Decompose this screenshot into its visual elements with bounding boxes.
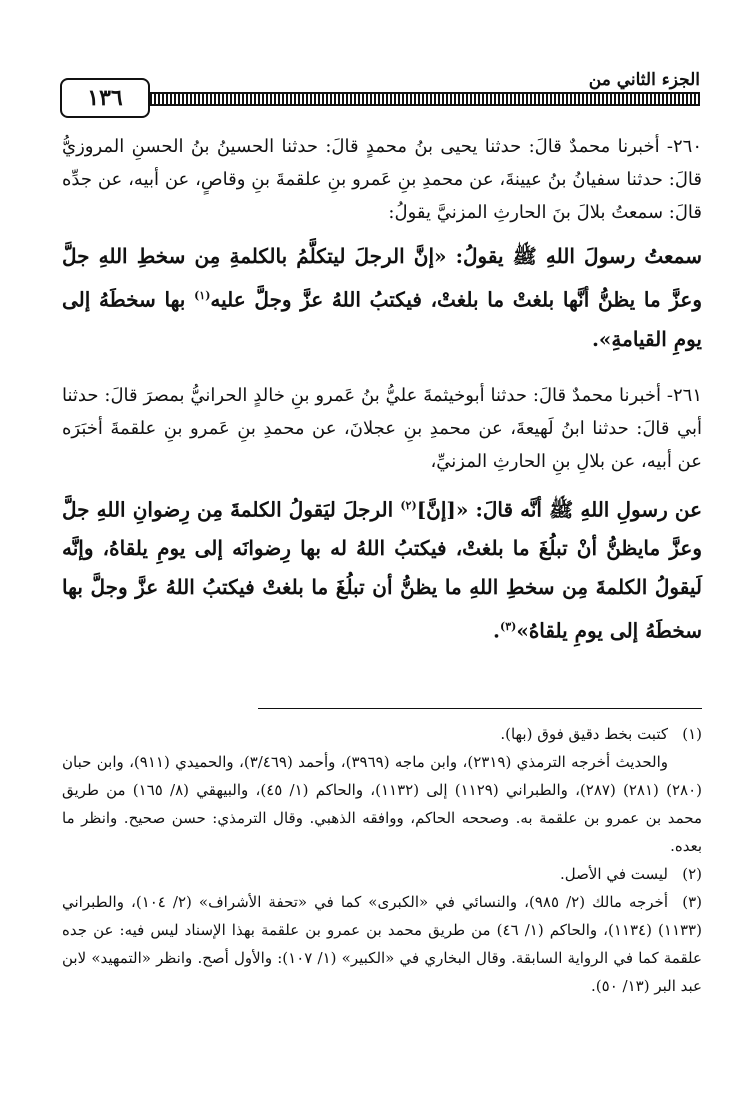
footnote-ref-1[interactable]: (١) <box>194 289 211 302</box>
footnote-1-continued <box>62 748 702 860</box>
main-text <box>62 130 702 671</box>
footnote-ref-2[interactable]: (٢) <box>400 498 417 512</box>
matn-text: . <box>493 618 500 643</box>
footnote-number: (٢) <box>682 865 702 883</box>
matn-text: سمعتُ رسولَ اللهِ ﷺ يقولُ: «إنَّ الرجلَ ليتكلَّمُ بالكلمةِ مِن سخطِ اللهِ جلَّ وعزَّ ما يظنُّ أنَّها بلغتْ ما بلغتْ، فيكتبُ اللهُ عزَّ وجلَّ عليه <box>62 244 702 312</box>
matn-text: بها سخطَهُ إلى يومِ القيامةِ». <box>62 287 702 351</box>
footnote-2 <box>62 860 702 888</box>
hadith-261 <box>62 379 702 651</box>
footnotes <box>62 720 702 1000</box>
footnote-text: والحديث أخرجه الترمذي (٢٣١٩)، وابن ماجه (٣٩٦٩)، وأحمد (٣/٤٦٩)، والحميدي (٩١١)، وابن حبان (٢٨٠) (٢٨١) (٢٨٧)، والطبراني (١١٢٩) إلى (١١٣٢)، والحاكم (١/ ٤٥)، والبيهقي (٨/ ١٦٥) من طريق محمد بن عمرو بن علقمة به. وصححه الحاكم، ووافقه الذهبي. وقال الترمذي: حسن صحيح. وانظر ما بعده. <box>62 753 702 855</box>
footnote-ref-3[interactable]: (٣) <box>499 620 517 634</box>
footnote-3 <box>62 888 702 1000</box>
hadith-isnad: ٢٦٠- أخبرنا محمدٌ قالَ: حدثنا يحيى بنُ محمدٍ قالَ: حدثنا الحسينُ بنُ الحسنِ المروزيُّ قالَ: حدثنا سفيانُ بنُ عيينةَ، عن محمدِ بنِ عَمرو بنِ علقمةَ بنِ وقاصٍ، عن أبيه، عن جدِّه قالَ: سمعتُ بلالَ بنَ الحارثِ المزنيَّ يقولُ: <box>62 136 702 223</box>
page-number-box <box>60 78 150 118</box>
page-number: ١٣٦ <box>87 85 123 111</box>
footnote-text: أخرجه مالك (٢/ ٩٨٥)، والنسائي في «الكبرى» كما في «تحفة الأشراف» (٢/ ١٠٤)، والطبراني (١١٣٣) (١١٣٤)، والحاكم (١/ ٤٦) من طريق محمد بن عمرو بن علقمة بهذا الإسناد ليس فيه: عن جده علقمة كما في الرواية السابقة. وقال البخاري في «الكبير» (١/ ١٠٧): والأول أصح. وانظر «التمهيد» لابن عبد البر (١٣/ ٥٠). <box>62 893 702 995</box>
hadith-isnad: ٢٦١- أخبرنا محمدٌ قالَ: حدثنا أبوخيثمةَ عليُّ بنُ عَمرو بنِ خالدٍ الحرانيُّ بمصرَ قالَ: حدثنا أبي قالَ: حدثنا ابنُ لَهيعةَ، عن محمدِ بنِ عجلانَ، عن محمدِ بنِ عَمرو بنِ علقمةَ أخبَرَه عن أبيه، عن بلالِ بنِ الحارثِ المزنيِّ، <box>62 384 702 472</box>
footnote-text: ليست في الأصل. <box>559 865 668 883</box>
matn-text: عن رسولِ اللهِ ﷺ أنَّه قالَ: «[إنَّ] <box>416 497 703 522</box>
footnote-1 <box>62 720 702 748</box>
footnote-number: (١) <box>682 725 702 743</box>
hadith-matn <box>62 486 702 651</box>
page-header <box>60 70 700 120</box>
footnote-divider <box>258 708 702 709</box>
hadith-260 <box>62 130 702 359</box>
header-rule <box>146 92 700 106</box>
footnote-text: كتبت بخط دقيق فوق (بها). <box>500 725 668 743</box>
hadith-matn <box>62 237 702 359</box>
running-title: الجزء الثاني من <box>583 70 700 90</box>
footnote-number: (٣) <box>682 893 702 911</box>
matn-text: الرجلَ ليَقولُ الكلمةَ مِن رِضوانِ اللهِ جلَّ وعزَّ مايظنُّ أنْ تبلُغَ ما بلغتْ، فيكتبُ اللهُ له بها رِضوانَه إلى يومِ يلقاهُ، وإنَّه لَيقولُ الكلمةَ مِن سخطِ اللهِ ما يظنُّ أن تبلُغَ ما بلغتْ فيكتبُ اللهُ عزَّ وجلَّ بها سخطَهُ إلى يومِ يلقاهُ» <box>62 497 703 643</box>
